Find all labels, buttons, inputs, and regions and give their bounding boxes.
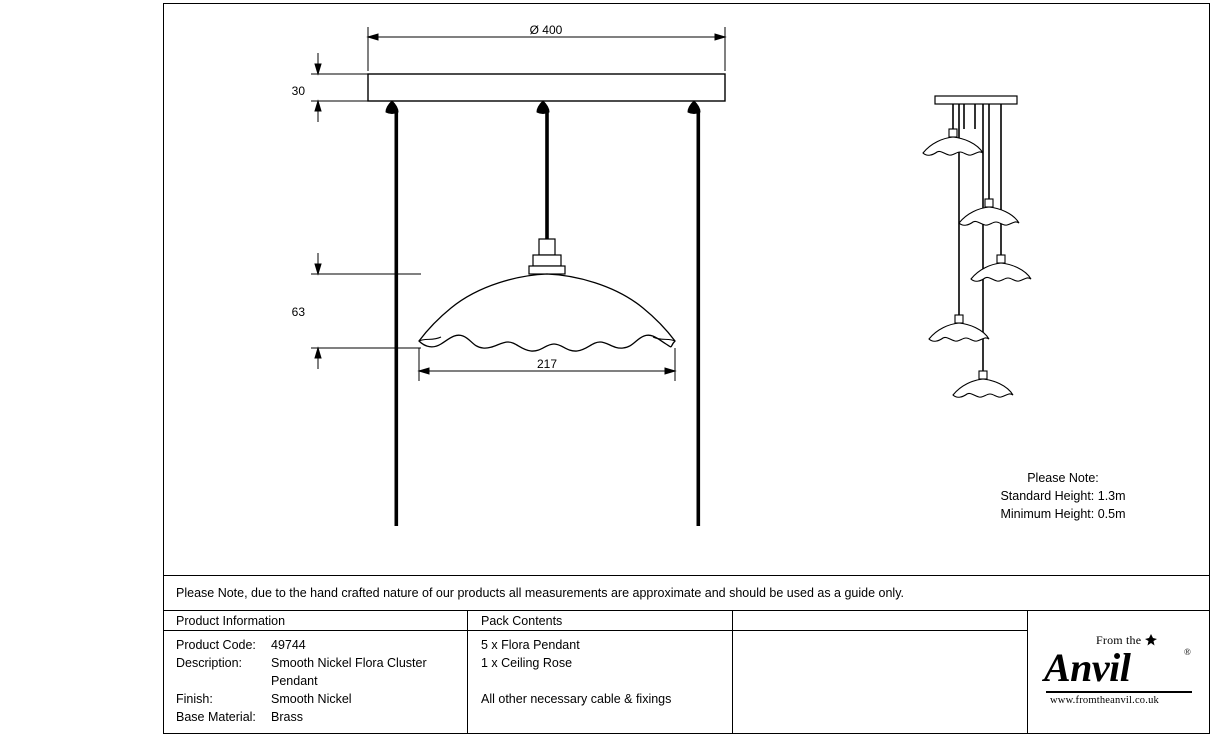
flora-shade-front <box>419 274 675 351</box>
description-key: Description: <box>176 656 242 670</box>
pack-line-2: 1 x Ceiling Rose <box>481 656 573 670</box>
cluster-view <box>923 96 1031 397</box>
pack-line-1: 5 x Flora Pendant <box>481 638 580 652</box>
base-material-key: Base Material: <box>176 710 256 724</box>
disclaimer-text: Please Note, due to the hand crafted nature of our products all measurements are approximate and should be used as a guide only. <box>176 586 905 600</box>
centre-cable <box>537 101 549 239</box>
dim-plate-thickness: 30 <box>291 84 305 98</box>
logo-from-the-text: From the <box>1096 633 1142 647</box>
ceiling-rose-plate <box>368 74 725 101</box>
pack-line-gap <box>481 674 671 692</box>
company-logo <box>1044 633 1194 723</box>
height-note-line1: Please Note: <box>1027 471 1099 485</box>
pack-contents-header-label: Pack Contents <box>481 614 563 628</box>
description-value: Smooth Nickel Flora Cluster <box>271 656 427 670</box>
finish-key: Finish: <box>176 692 213 706</box>
pack-line-3: All other necessary cable & fixings <box>481 692 672 706</box>
product-code-value: 49744 <box>271 638 306 652</box>
logo-column <box>1028 611 1210 734</box>
product-code-key: Product Code: <box>176 638 256 652</box>
info-table <box>163 611 1210 734</box>
base-material-value: Brass <box>271 710 303 724</box>
logo-registered-mark: ® <box>1184 647 1191 657</box>
height-note-block <box>923 469 1203 523</box>
right-cable <box>688 101 700 526</box>
product-information-header-label: Product Information <box>176 614 286 628</box>
dim-diameter: Ø 400 <box>529 23 563 37</box>
left-cable <box>386 101 398 526</box>
description-value-cont: Pendant <box>271 674 318 688</box>
product-information-column <box>163 611 468 734</box>
logo-url-text: www.fromtheanvil.co.uk <box>1050 695 1159 706</box>
blank-column-header <box>733 611 1027 631</box>
pack-contents-header <box>468 611 732 631</box>
product-information-header <box>163 611 467 631</box>
drawing-area <box>163 3 1210 575</box>
height-note-line2: Standard Height: 1.3m <box>1000 489 1126 503</box>
disclaimer-row <box>163 575 1210 611</box>
dim-shade-width: 217 <box>536 357 558 371</box>
height-note-line3: Minimum Height: 0.5m <box>1000 507 1126 521</box>
finish-value: Smooth Nickel <box>271 692 352 706</box>
logo-divider <box>1046 691 1192 693</box>
dim-shade-height: 63 <box>291 305 305 319</box>
pack-contents-column <box>468 611 733 734</box>
plate-thickness-dimension <box>311 53 368 122</box>
blank-column <box>733 611 1028 734</box>
anvil-mark-icon <box>1144 633 1158 647</box>
shade-height-dimension <box>311 253 421 369</box>
logo-anvil-text: Anvil <box>1044 645 1131 690</box>
pack-contents-body <box>481 638 671 710</box>
lamp-holder <box>529 239 565 274</box>
